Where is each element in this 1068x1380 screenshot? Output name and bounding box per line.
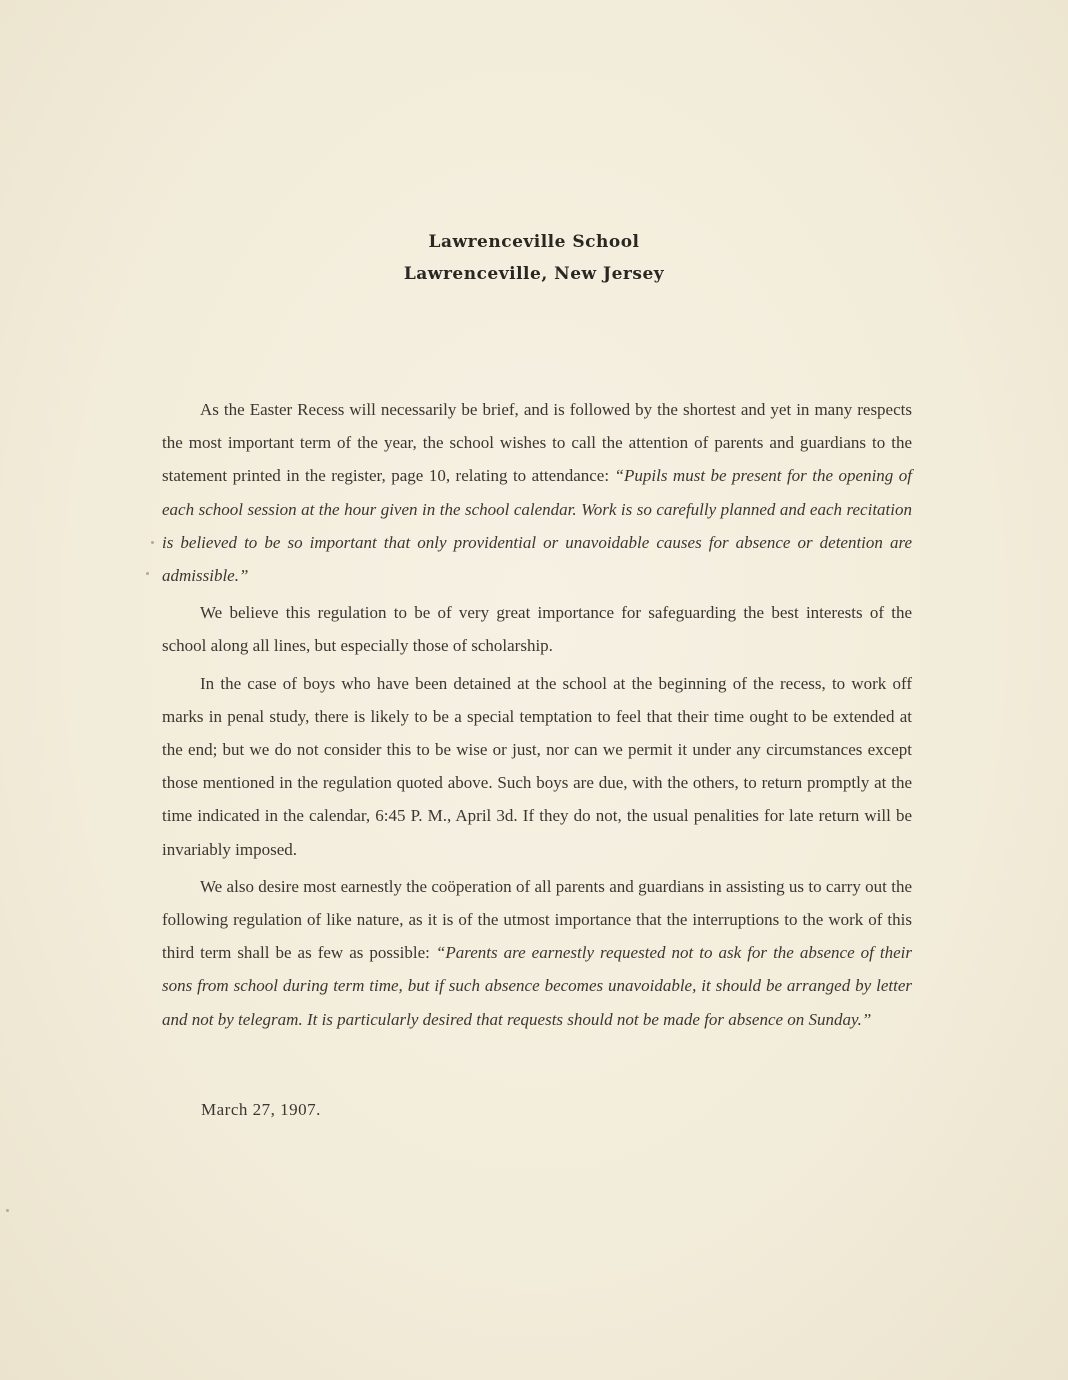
paragraph-detained-boys: [162, 667, 912, 866]
paragraph-quote: “Parents are earnestly requested not to ask for the absence of their sons from school during term time, but if such absence becomes unavoidable, it should be arranged by letter and not by telegram. It is particularly desired that requests should not be made for absence on Sunday.”: [162, 943, 912, 1029]
paragraph-regulation-importance: [162, 596, 912, 662]
letterhead-school-name: Lawrenceville School: [428, 232, 640, 252]
paragraph-text: We also desire most earnestly the coöperation of all parents and guardians in assisting us to carry out the following regulation of like nature, as it is of the utmost importance that the interruptions to the work of this third term shall be as few as possible:: [162, 876, 912, 963]
paragraph-text: We believe this regulation to be of very great importance for safeguarding the best interests of the school along all lines, but especially those of scholarship.: [162, 603, 912, 656]
paragraph-parents-cooperation: [162, 870, 912, 1036]
letterhead-location: Lawrenceville, New Jersey: [403, 264, 665, 284]
letter-date: March 27, 1907.: [201, 1100, 321, 1119]
paragraph-text: In the case of boys who have been detained at the school at the beginning of the recess, to work off marks in penal study, there is likely to be a special temptation to feel that their time ought to be extended at the end; but we do not consider this to be wise or just, nor can we permit it under any circumstances except those mentioned in the regulation quoted above. Such boys are due, with the others, to return promptly at the time indicated in the calendar, 6:45 P. M., April 3d. If they do not, the usual penalities for late return will be invariably imposed.: [162, 673, 912, 859]
letter-body: [162, 393, 912, 1040]
paper-speck: [151, 541, 154, 544]
paragraph-quote: “Pupils must be present for the opening of each school session at the hour given in the school calendar. Work is so carefully planned and each recitation is believed to be so important that only providential or unavoidable causes for absence or detention are admissible.”: [162, 466, 913, 586]
paragraph-easter-recess: [162, 393, 912, 592]
paragraph-text: As the Easter Recess will necessarily be brief, and is followed by the shortest and yet in many respects the most important term of the year, the school wishes to call the attention of parents and guardians to the statement printed in the register, page 10, relating to attendance:: [162, 400, 912, 486]
paper-speck: [6, 1209, 9, 1212]
paper-speck: [146, 572, 149, 575]
